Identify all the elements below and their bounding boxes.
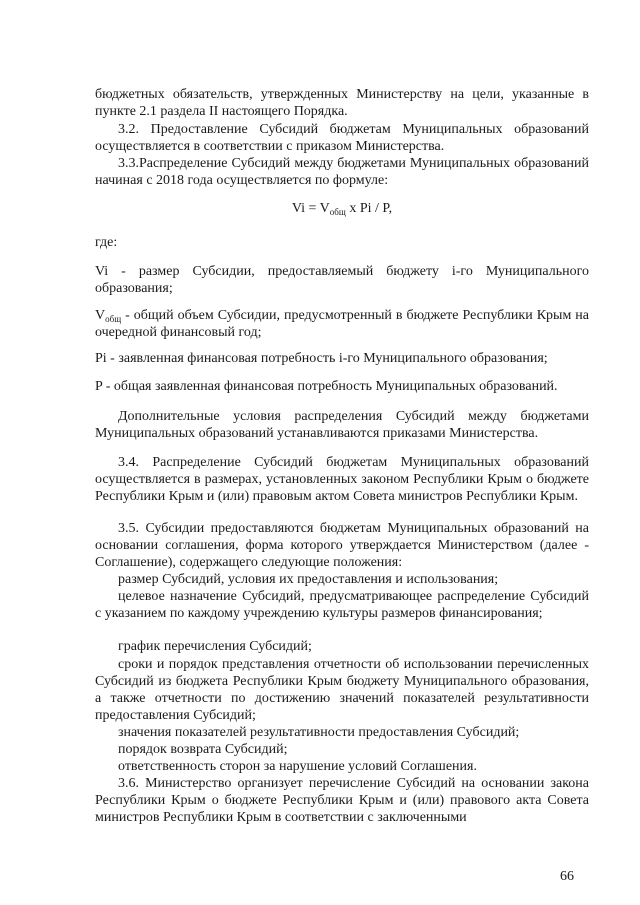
paragraph-continuation-end: пункте 2.1 раздела II настоящего Порядка. bbox=[95, 104, 348, 119]
list-item-liability: ответственность сторон за нарушение условий Соглашения. bbox=[118, 759, 477, 774]
list-item-amount: размер Субсидий, условия их предоставления и использования; bbox=[118, 572, 499, 587]
list-item-indicators: значения показателей результативности предоставления Субсидий; bbox=[118, 725, 520, 740]
list-item-return: порядок возврата Субсидий; bbox=[118, 742, 288, 757]
paragraph-3-4: 3.4. Распределение Субсидий бюджетам Муниципальных образований осуществляется в размерах, установленных законом Республики Крым о бюджете Республики Крым и (или) правовым актом Совета министров Республики Крым. bbox=[95, 455, 589, 504]
formula: $Vi = V_{общ}$ x Pi / P, bbox=[291, 201, 393, 217]
list-item-reporting: сроки и порядок представления отчетности об использовании перечисленных Субсидий из бюджета Республики Крым бюджету Муниципального образования, а также отчетности по достижению значений показателей результативности предоставления Субсидий; bbox=[95, 657, 589, 723]
paragraph-additional: Дополнительные условия распределения Субсидий между бюджетами Муниципальных образований устанавливаются приказами Министерства. bbox=[95, 409, 589, 441]
list-item-schedule: график перечисления Субсидий; bbox=[118, 639, 312, 654]
definition-vi: Vi - размер Субсидии, предоставляемый бюджету i-го Муниципального образования; bbox=[95, 264, 589, 296]
where-label: где: bbox=[95, 235, 118, 250]
definition-pi: Pi - заявленная финансовая потребность i-го Муниципального образования; bbox=[95, 351, 548, 366]
continuation-line-1: бюджетных обязательств, утвержденных Министерству на цели, указанные в bbox=[95, 87, 589, 102]
definition-vobsh: $V_{общ}$ - общий объем Субсидии, предусмотренный в бюджете Республики Крым на очередной финансовый год; bbox=[95, 308, 589, 340]
paragraph-3-3: 3.3.Распределение Субсидий между бюджетами Муниципальных образований начиная с 2018 года осуществляется по формуле: bbox=[95, 156, 589, 188]
page-number: 66 bbox=[560, 869, 574, 884]
list-item-purpose: целевое назначение Субсидий, предусматривающее распределение Субсидий с указанием по каждому учреждению культуры размеров финансирования; bbox=[95, 589, 589, 621]
paragraph-3-5: 3.5. Субсидии предоставляются бюджетам Муниципальных образований на основании соглашения, форма которого утверждается Министерством (далее - Соглашение), содержащего следующие положения: bbox=[95, 521, 589, 570]
paragraph-3-2: 3.2. Предоставление Субсидий бюджетам Муниципальных образований осуществляется в соответствии с приказом Министерства. bbox=[95, 122, 589, 154]
definition-p: P - общая заявленная финансовая потребность Муниципальных образований. bbox=[95, 379, 558, 394]
paragraph-3-6: 3.6. Министерство организует перечисление Субсидий на основании закона Республики Крым о бюджете Республики Крым и (или) правового акта Совета министров Республики Крым в соответствии с заключенными bbox=[95, 776, 589, 825]
paragraph-continuation bbox=[95, 86, 589, 103]
